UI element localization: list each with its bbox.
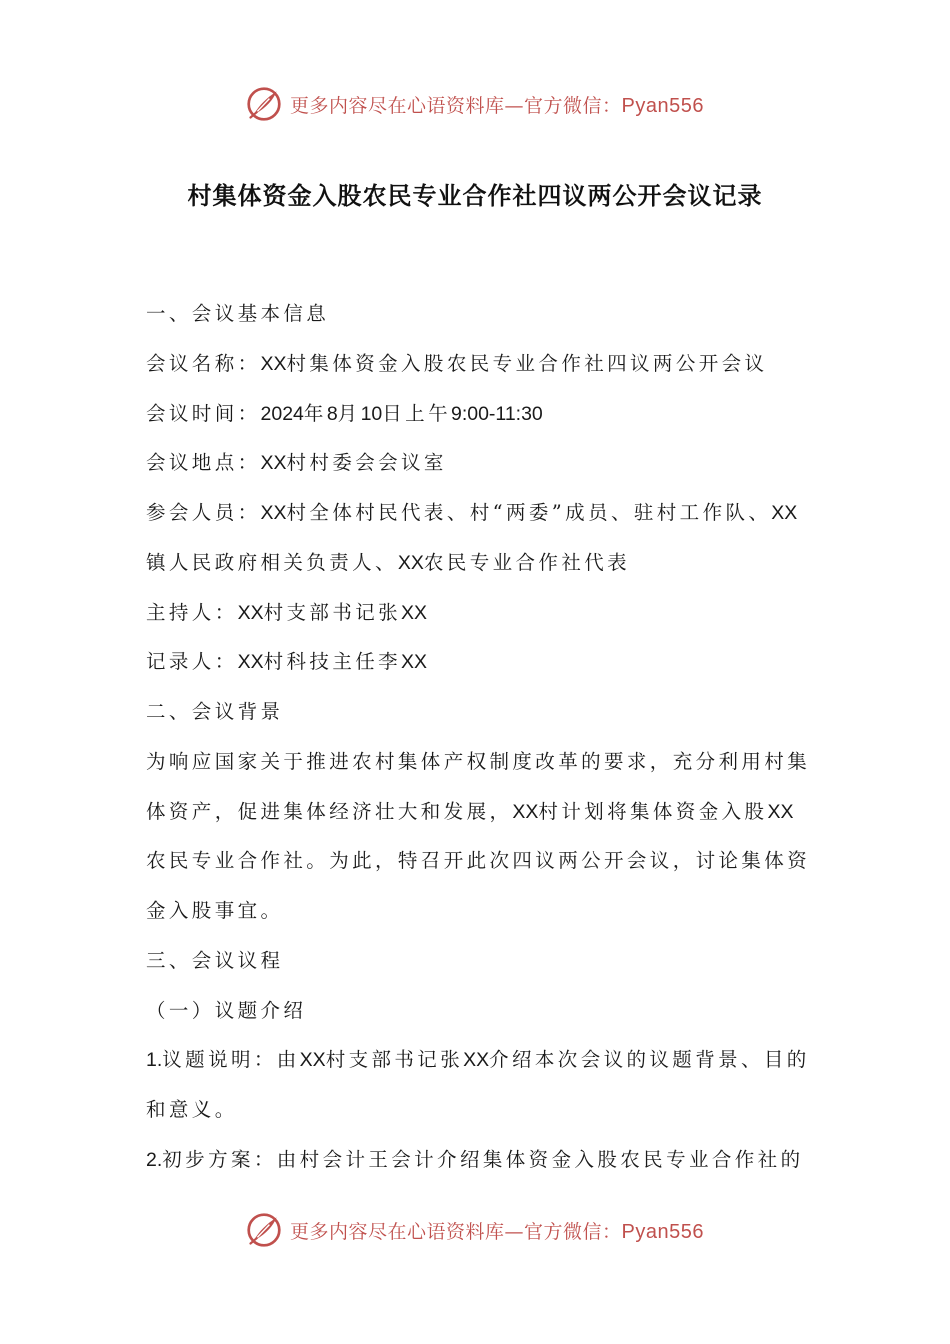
document-line: 会议地点：XX村村委会会议室 (146, 451, 447, 475)
document-line: 主持人：XX村支部书记张XX (146, 600, 428, 624)
document-line: 农民专业合作社。为此，特召开此次四议两公开会议，讨论集体资 (146, 849, 811, 873)
document-line: 为响应国家关于推进农村集体产权制度改革的要求，充分利用村集 (146, 749, 811, 773)
document-line: 金入股事宜。 (146, 899, 284, 922)
wechat-id: Pyan556 (621, 1220, 704, 1243)
document-line: 一、会议基本信息 (146, 302, 330, 325)
document-line: 会议时间：2024年8月10日上午9:00-11:30 (146, 401, 543, 425)
document-title: 村集体资金入股农民专业合作社四议两公开会议记录 (187, 182, 763, 210)
quill-logo-icon (246, 86, 282, 122)
document-body (146, 289, 811, 1185)
document-line: 镇人民政府相关负责人、XX农民专业合作社代表 (146, 550, 631, 574)
document-line: 二、会议背景 (146, 700, 284, 723)
document-line: 会议名称：XX村集体资金入股农民专业合作社四议两公开会议 (146, 351, 768, 375)
watermark-text: 更多内容尽在心语资料库—官方微信：Pyan556 (290, 94, 704, 117)
quill-logo-icon (246, 1212, 282, 1248)
document-line: 体资产，促进集体经济壮大和发展，XX村计划将集体资金入股XX (146, 799, 794, 823)
watermark-banner-top (0, 82, 950, 126)
document-line: 和意义。 (146, 1098, 238, 1121)
wechat-id: Pyan556 (621, 94, 704, 117)
document-line: 2.初步方案：由村会计王会计介绍集体资金入股农民专业合作社的 (146, 1147, 804, 1171)
document-line: 三、会议议程 (146, 948, 284, 972)
document-line: （一）议题介绍 (146, 998, 307, 1022)
watermark-text: 更多内容尽在心语资料库—官方微信：Pyan556 (290, 1220, 704, 1243)
document-line: 1.议题说明：由XX村支部书记张XX介绍本次会议的议题背景、目的 (146, 1048, 810, 1072)
document-line: 记录人：XX村科技主任李XX (146, 650, 428, 674)
document-line: 参会人员：XX村全体村民代表、村“两委”成员、驻村工作队、XX (146, 501, 798, 524)
watermark-banner-bottom (0, 1208, 950, 1252)
